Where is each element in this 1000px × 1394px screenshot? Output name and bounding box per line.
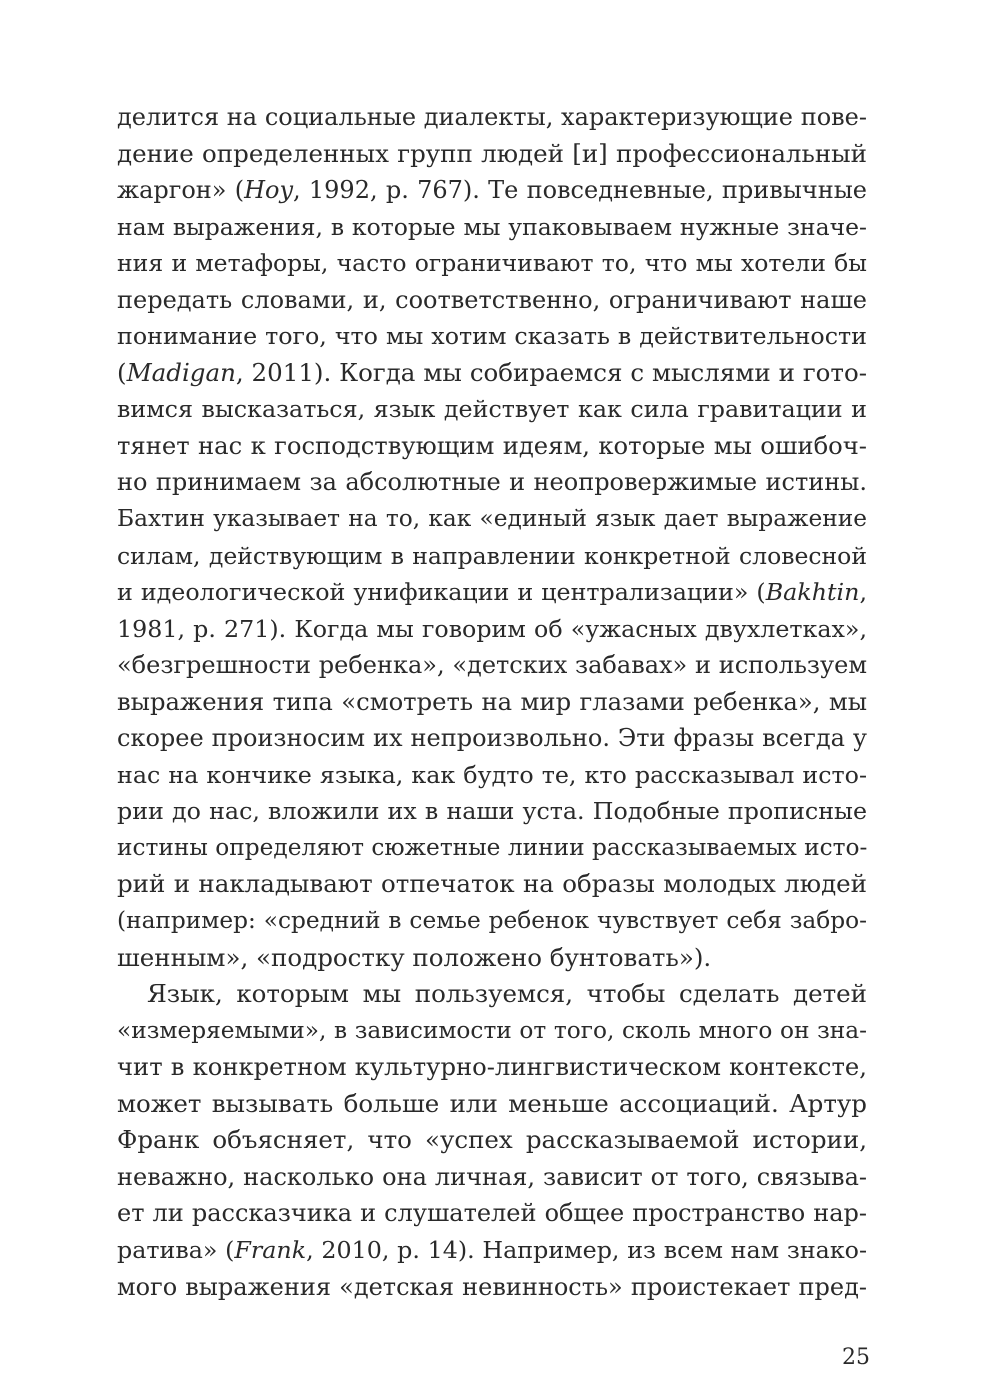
text-line: «безгрешности ребенка», «детских забавах» и используем bbox=[117, 651, 867, 680]
text-line: скорее произносим их непроизвольно. Эти фразы всегда у bbox=[117, 724, 867, 753]
text-line: ет ли рассказчика и слушателей общее пространство нар- bbox=[117, 1199, 867, 1228]
paragraph-1 bbox=[117, 99, 867, 976]
text-line: может вызывать больше или меньше ассоциаций. Артур bbox=[117, 1088, 867, 1118]
text-line: силам, действующим в направлении конкретной словесной bbox=[117, 541, 867, 570]
text-line: (Madigan, 2011). Когда мы собираемся с мыслями и гото- bbox=[117, 357, 867, 387]
text-line: жаргон» (Hoy, 1992, p. 767). Те повседневные, привычные bbox=[117, 176, 867, 205]
text-line: Франк объясняет, что «успех рассказываемой истории, bbox=[117, 1125, 867, 1155]
text-line: истины определяют сюжетные линии рассказываемых исто- bbox=[117, 833, 867, 861]
text-line: 1981, p. 271). Когда мы говорим об «ужасных двухлетках», bbox=[117, 614, 867, 643]
body-text bbox=[117, 99, 867, 1305]
text-line: дение определенных групп людей [и] профессиональный bbox=[117, 138, 867, 168]
text-line: Бахтин указывает на то, как «единый язык дает выражение bbox=[117, 505, 867, 533]
text-line: рии до нас, вложили их в наши уста. Подобные прописные bbox=[117, 797, 867, 826]
text-line: нам выражения, в которые мы упаковываем нужные значе- bbox=[117, 212, 867, 241]
text-line: неважно, насколько она личная, зависит от того, связыва- bbox=[117, 1162, 867, 1191]
text-line: тянет нас к господствующим идеям, которые мы ошибоч- bbox=[117, 430, 867, 460]
text-line: передать словами, и, соответственно, ограничивают наше bbox=[117, 285, 867, 314]
page-number: 25 bbox=[842, 1345, 870, 1370]
text-line: но принимаем за абсолютные и неопровержимые истины. bbox=[117, 468, 867, 497]
text-line: мого выражения «детская невинность» проистекает пред- bbox=[117, 1272, 867, 1301]
text-line: выражения типа «смотреть на мир глазами ребенка», мы bbox=[117, 686, 867, 716]
text-line: и идеологической унификации и централизации» (Bakhtin, bbox=[117, 578, 867, 607]
text-line: Язык, которым мы пользуемся, чтобы сделать детей bbox=[147, 979, 867, 1009]
text-line: чит в конкретном культурно-лингвистическом контексте, bbox=[117, 1052, 867, 1082]
text-line: шенным», «подростку положено бунтовать»). bbox=[117, 942, 712, 972]
text-line: нас на кончике языка, как будто те, кто рассказывал исто- bbox=[117, 760, 867, 789]
text-line: (например: «средний в семье ребенок чувствует себя забро- bbox=[117, 907, 867, 935]
paragraph-2 bbox=[117, 976, 867, 1305]
text-line: рий и накладывают отпечаток на образы молодых людей bbox=[117, 869, 867, 899]
text-line: вимся высказаться, язык действует как сила гравитации и bbox=[117, 395, 867, 424]
text-line: делится на социальные диалекты, характеризующие пове- bbox=[117, 103, 867, 131]
text-line: «измеряемыми», в зависимости от того, сколь много он зна- bbox=[117, 1016, 867, 1044]
text-line: понимание того, что мы хотим сказать в действительности bbox=[117, 322, 867, 351]
text-line: ратива» (Frank, 2010, p. 14). Например, из всем нам знако- bbox=[117, 1235, 867, 1264]
text-line: ния и метафоры, часто ограничивают то, что мы хотели бы bbox=[117, 249, 867, 278]
